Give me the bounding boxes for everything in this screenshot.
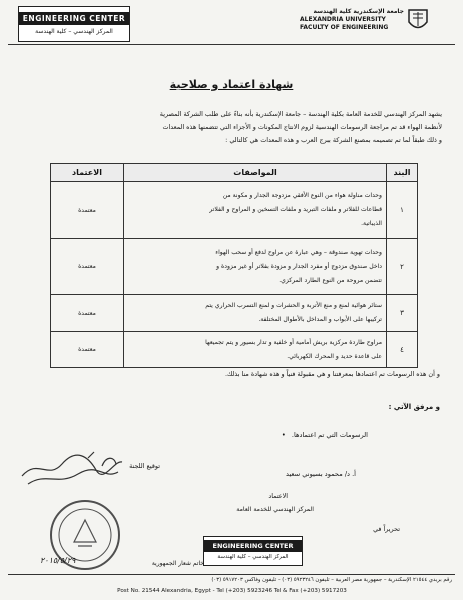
row-status: معتمدة (51, 182, 124, 239)
document-title: شهادة اعتماد و صلاحية (169, 78, 294, 91)
intro-line-2: لأنظمة الهواء قد تم مراجعة الرسومات الهندسية لزوم الانتاج المكونات و الأجزاء التي تتضمنها هذه المعدات (162, 123, 442, 131)
intro-line-3: و ذلك طبقاً لما تم تصميمه بمصنع الشركة ببرج العرب و هذه المعدات هي كالتالي : (225, 136, 442, 144)
faculty-name-en: FACULTY OF ENGINEERING (300, 24, 389, 31)
row-status: معتمدة (51, 295, 124, 332)
university-name-en: ALEXANDRIA UNIVERSITY (300, 16, 386, 23)
intro-paragraph (24, 108, 442, 147)
spec-line: وحدات تهوية صندوقة – وهي عبارة عن مراوح لدفع أو سحب الهواء (215, 248, 382, 256)
spec-line: وحدات مناولة هواء من النوع الأفقي مزدوجة الجدار و مكونة من (222, 192, 382, 199)
closing-statement: و أن هذه الرسومات تم اعتمادها بمعرفتنا و هي مقبولة فنياً و هذه شهادة منا بذلك. (225, 370, 440, 378)
engineering-center-logo-ar: المركز الهندسي – كلية الهندسة (35, 28, 113, 35)
row-spec (124, 182, 387, 239)
table-row (51, 182, 418, 239)
spec-line: على قاعدة حديد و المحرك الكهربائي. (287, 352, 382, 360)
university-name-ar: جامعة الإسكندرية كلية الهندسة (313, 8, 404, 15)
center-line-1: المركز الهندسي (273, 506, 314, 513)
attachments-label: و مرفق الآتي : (388, 403, 440, 411)
handwritten-signature-icon (18, 450, 128, 490)
row-no: ٣ (387, 295, 418, 332)
header-approval: الاعتماد (51, 164, 124, 182)
row-status: معتمدة (51, 239, 124, 295)
signer-name: أ. د/ محمود بسيوني سعيد (285, 470, 356, 478)
row-status: معتمدة (51, 332, 124, 368)
center-stamp-logo-en: ENGINEERING CENTER (204, 540, 302, 552)
center-line-2: للخدمة العامة (236, 506, 272, 513)
row-no: ٢ (387, 239, 418, 295)
spec-line: الذيباتية. (361, 220, 382, 227)
spec-line: داخل صندوق مزدوج أو مفرد الجدار و مزودة بفلاتر أو غير مزودة و (216, 262, 382, 270)
issued-date-label: تحريراً في (373, 525, 400, 533)
specifications-table (50, 163, 418, 368)
center-stamp-logo-ar: المركز الهندسي – كلية الهندسة (217, 554, 289, 560)
table-header-row (51, 164, 418, 182)
row-spec (124, 332, 387, 368)
table-row (51, 295, 418, 332)
republic-stamp-label: خاتم شعار الجمهورية (151, 560, 204, 567)
spec-line: ستائر هوائية لمنع و منع الأتربة و الحشرات و لمنع التسرب الحراري يتم (205, 302, 382, 309)
issue-date: ٢٠١٥/٥/٢٩ (40, 556, 76, 565)
attachment-item-text: الرسومات التي تم اعتمادها. (291, 431, 368, 439)
spec-line: تركيبها على الأبواب و المداخل بالأطوال المختلفة. (258, 316, 382, 323)
center-name-block (194, 505, 314, 514)
engineering-center-logo-en: ENGINEERING CENTER (19, 12, 129, 25)
header-specs: المواصفات (124, 164, 387, 182)
row-spec (124, 295, 387, 332)
intro-line-1: يشهد المركز الهندسي للخدمة العامة بكلية الهندسة – جامعة الإسكندرية بأنه بناءً على طلب الشركة المصرية (159, 110, 442, 118)
bullet-icon: • (281, 431, 286, 439)
footer-divider (8, 574, 455, 575)
row-no: ٤ (387, 332, 418, 368)
university-crest-icon (407, 6, 429, 34)
table-row (51, 332, 418, 368)
table-row (51, 239, 418, 295)
row-spec (124, 239, 387, 295)
spec-line: مراوح طاردة مركزية بريش أمامية أو خلفية و تدار بسيور و يتم تجميعها (205, 338, 382, 346)
footer-address-en: Post No. 21544 Alexandria, Egypt - Tel (+203) 5923246 Tel & Fax (+203) 5917203 (117, 588, 347, 594)
spec-line: تتضمن مروحة من النوع الطارد المركزي. (279, 276, 382, 284)
header-divider (8, 44, 455, 45)
header-item-no: البند (387, 164, 418, 182)
attachment-item (200, 431, 368, 439)
accreditation-label: الاعتماد (268, 492, 288, 500)
center-stamp-logo (203, 536, 303, 566)
footer-address-ar: رقم بريدي ٢١٥٤٤ الإسكندرية – جمهورية مصر العربية – تليفون ٥٩٢٣٢٤٦ (٠٣) – تليفون وفاكس ٥٩١٧٢٠٣ (٠٣) (211, 577, 452, 583)
engineering-center-logo (18, 6, 130, 42)
committee-signature-label: توقيع اللجنة (129, 462, 160, 470)
row-no: ١ (387, 182, 418, 239)
university-name-block (300, 8, 404, 32)
spec-line: قطاعات للفلاتر و ملفات التبريد و ملفات التسخين و المراوح و الفلاتر (209, 206, 382, 213)
